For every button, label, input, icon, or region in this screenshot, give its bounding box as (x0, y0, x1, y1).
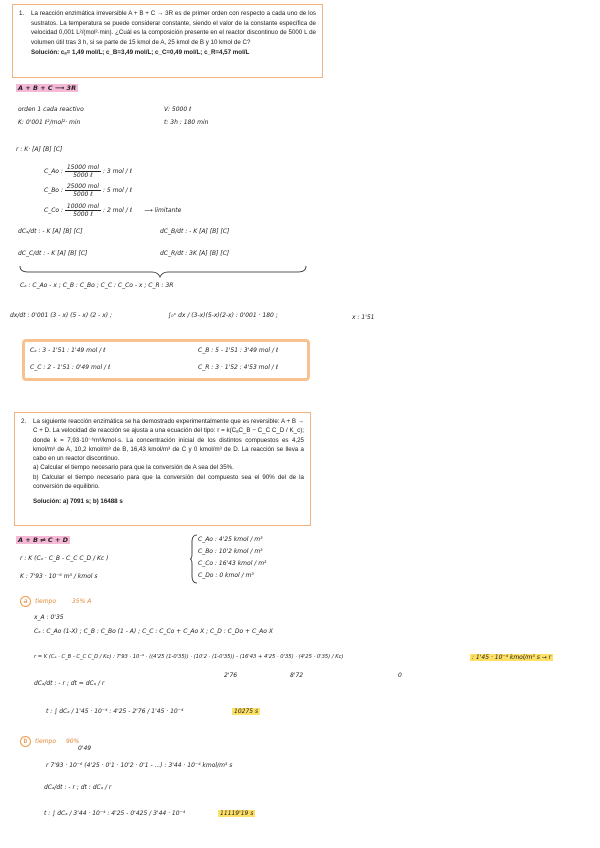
problem-2-box (14, 412, 311, 526)
left-brace (190, 534, 198, 584)
brace (18, 264, 308, 278)
rate-result: : 1'45 · 10⁻⁴ kmol/m³ s → r (472, 654, 552, 661)
time-result-a: 10275 s (234, 708, 259, 715)
problem-2-number: 2. (21, 418, 27, 425)
problem-1-box (12, 4, 323, 78)
ca0-2: C_Ao : 4'25 kmol / m³ (198, 536, 263, 543)
balance-1: Cₐ : C_Ao - x ; C_B : C_Bo ; C_C : C_Co - x ; C_R : 3R (20, 282, 174, 289)
result-cr: C_R : 3 · 1'52 : 4'53 mol / ℓ (198, 364, 279, 371)
rate-den-2: 8'72 (290, 672, 304, 679)
time-integral-a: t : ∫ dCₐ / 1'45 · 10⁻⁴ : 4'25 - 2'76 / 1'45 · 10⁻⁴ (46, 708, 184, 715)
ode-1: dx/dt : 0'001 (3 - x) (5 - x) (2 - x) ; (10, 312, 113, 319)
part-a-heading: a tiempo 35% A (20, 596, 91, 607)
problem-2-part-a: a) Calcular el tiempo necesario para que la conversión de A sea del 35%. (33, 464, 234, 472)
ca0-line: C_Ao : $\frac{\text{15000 mol}}{\text{5000 ℓ}}$ : 3 mol / ℓ (44, 164, 133, 179)
volume-note: V: 5000 ℓ (164, 106, 192, 113)
reaction-2: A + B ⇌ C + D (18, 536, 69, 544)
reaction-1: A + B + C ⟶ 3R (18, 84, 77, 92)
problem-2-text: La siguiente reacción enzimática se ha demostrado experimentalmente que es reversible: A + B → C + D. La velocidad de reacción se ajusta a una ecuación del tipo: r = k(CₐC_B − C_C C_D / K_c); donde k = 7,93·10⁻⁶m³/kmol·s. La concentración inicial de los distintos compuestos es 4,25 kmol/m³ de A, 10,2 kmol/m³ de B, 16,43 kmol/m³ de C y 0 kmol/m³ de D. La reacción se lleva a cabo en un reactor discontinuo. (33, 418, 304, 463)
rate-law-1: r : K· [A] [B] [C] (16, 146, 63, 153)
dcr-eq: dC_R/dt : 3K [A] [B] [C] (160, 250, 230, 257)
xa-value: x_A : 0'35 (34, 614, 64, 621)
cc0-line: C_Co : $\frac{\text{10000 mol}}{\text{5000 ℓ}}$ : 2 mol / ℓ ⟶ limitante (44, 203, 182, 218)
part-b-heading: b tiempo 90% (20, 736, 79, 747)
dcb-eq: dC_B/dt : - K [A] [B] [C] (160, 228, 230, 235)
time-integral-b: t : ∫ dCₐ / 3'44 · 10⁻⁴ : 4'25 - 0'425 / 3'44 · 10⁻⁴ (44, 810, 186, 817)
part-b-sub: 0'49 (78, 745, 92, 752)
ode-b: dCₐ/dt : - r ; dt : dCₐ / r (44, 784, 112, 791)
dcc-eq: dC_C/dt : - K [A] [B] [C] (18, 250, 88, 257)
k-note: K: 0'001 ℓ²/mol²· min (18, 119, 81, 126)
rate-substitution: r = K (Cₐ · C_B - C_C C_D / Kc) : 7'93 · 10⁻⁶ · ((4'25 (1-0'35)) · (10'2 · (1-0'35)) - (16'43 + 4'25 · 0'35) · (4'25 · 0'35) / Kc) (34, 654, 344, 660)
limitante-label: limitante (154, 207, 182, 214)
cd0-2: C_Do : 0 kmol / m³ (198, 572, 254, 579)
rate-den-1: 2'76 (224, 672, 238, 679)
problem-2-solution: Solución: a) 7091 s; b) 16488 s (33, 498, 123, 506)
time-note: t: 3h : 180 min (164, 119, 209, 126)
problem-2-part-b: b) Calcular el tiempo necesario para que la conversión del compuesto sea el 90% del de la conversión de equilibrio. (33, 473, 304, 491)
cc0-2: C_Co : 16'43 kmol / m³ (198, 560, 267, 567)
x-value: x : 1'51 (352, 314, 375, 321)
problem-1-solution: Solución: cₐ= 1,49 mol/L; c_B=3,49 mol/L; c_C=0,49 mol/L; c_R=4,57 mol/L (31, 49, 250, 57)
dca-eq: dCₐ/dt : - K [A] [B] [C] (18, 228, 83, 235)
ode-2: dCₐ/dt : - r ; dt = dCₐ / r (34, 680, 105, 687)
result-box-1 (22, 339, 310, 381)
time-result-b: 11119'19 s (220, 810, 254, 817)
cb0-2: C_Bo : 10'2 kmol / m³ (198, 548, 263, 555)
result-ca: Cₐ : 3 - 1'51 : 1'49 mol / ℓ (30, 347, 106, 354)
k-2: K : 7'93 · 10⁻⁶ m³ / kmol s (20, 573, 98, 580)
result-cc: C_C : 2 - 1'51 : 0'49 mol / ℓ (30, 364, 111, 371)
problem-1-number: 1. (19, 10, 25, 17)
order-note: orden 1 cada reactivo (18, 106, 84, 113)
problem-1-text: La reacción enzimática irreversible A + B + C → 3R es de primer orden con respecto a cada uno de los sustratos. La temperatura se puede considerar constante, siendo el valor de la constante específica de velocidad 0,001 L²/(mol²·min). ¿Cuál es la composición presente en el reactor discontinuo de 5000 L de volumen útil tras 3 h, si se parte de 15 kmol de A, 25 kmol de B y 10 kmol de C? (31, 10, 316, 46)
integral-1: ∫₀ˣ dx / (3-x)(5-x)(2-x) : 0'001 · 180 ; (168, 312, 278, 319)
result-cb: C_B : 5 - 1'51 : 3'49 mol / ℓ (198, 347, 279, 354)
balances-2: Cₐ : C_Ao (1-X) ; C_B : C_Bo (1 - A) ; C_C : C_Co + C_Ao X ; C_D : C_Do + C_Ao X (34, 628, 273, 635)
rate-den-3: 0 (398, 672, 402, 679)
rate-law-2: r : K (Cₐ · C_B - C_C C_D / Kc ) (20, 555, 109, 562)
cb0-line: C_Bo : $\frac{\text{25000 mol}}{\text{5000 ℓ}}$ : 5 mol / ℓ (44, 183, 133, 198)
rate-b: r 7'93 · 10⁻⁶ (4'25 · 0'1 · 10'2 · 0'1 - ...) : 3'44 · 10⁻⁴ kmol/m³ s (46, 762, 233, 769)
